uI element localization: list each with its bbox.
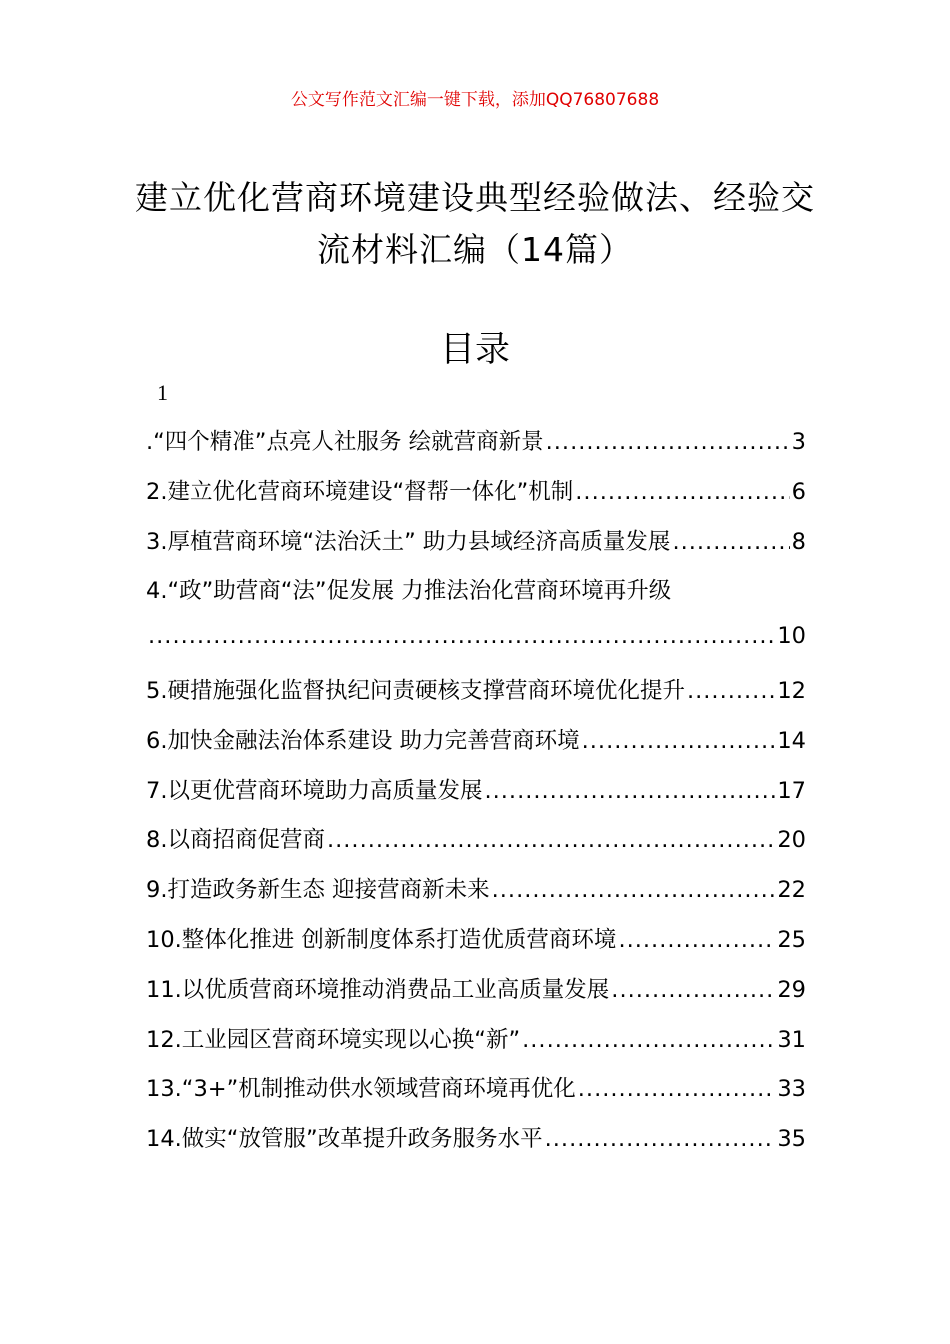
- toc-leader-dots: [611, 977, 775, 1003]
- toc-entry-4-continuation[interactable]: [146, 623, 806, 673]
- toc-entry-2[interactable]: [146, 474, 806, 524]
- toc-leader-dots: [582, 728, 776, 754]
- toc-entry-page: 31: [777, 1026, 806, 1053]
- toc-entry-title: 6.加快金融法治体系建设 助力完善营商环境: [146, 727, 580, 754]
- toc-entry-title: 7.以更优营商环境助力高质量发展: [146, 777, 483, 804]
- toc-entry-page: 6: [791, 478, 806, 505]
- toc-leader-dots: [575, 479, 789, 505]
- toc-entry-page: 8: [791, 528, 806, 555]
- toc-entry-10[interactable]: [146, 922, 806, 972]
- toc-leader-dots: [148, 623, 775, 649]
- toc-entry-4[interactable]: [146, 573, 806, 623]
- toc-leader-dots: [484, 778, 775, 804]
- toc-entry-title: .“四个精准”点亮人社服务 绘就营商新景: [146, 429, 544, 455]
- toc-entry-title: 9.打造政务新生态 迎接营商新未来: [146, 877, 490, 904]
- toc-entry-7[interactable]: [146, 773, 806, 823]
- toc-leader-dots: [672, 529, 789, 555]
- toc-entry-page: 20: [777, 827, 806, 854]
- toc-entry-title: 5.硬措施强化监督执纪问责硬核支撑营商环境优化提升: [146, 677, 685, 704]
- toc-entry-title: 12.工业园区营商环境实现以心换“新”: [146, 1026, 521, 1053]
- toc-leader-dots: [492, 877, 776, 903]
- toc-entry-title: 11.以优质营商环境推动消费品工业高质量发展: [146, 976, 610, 1003]
- toc-leader-dots: [327, 827, 775, 853]
- toc-entry-page: 25: [777, 926, 806, 953]
- toc-entry-11[interactable]: [146, 972, 806, 1022]
- toc-entry-6[interactable]: [146, 723, 806, 773]
- toc-entry-8[interactable]: [146, 822, 806, 872]
- toc-leader-dots: [522, 1027, 775, 1053]
- toc-entry-page: 22: [777, 877, 806, 904]
- toc-leader-dots: [546, 429, 790, 455]
- toc-entry-1[interactable]: [146, 424, 806, 474]
- toc-entry-page: 33: [777, 1076, 806, 1103]
- toc-heading: 目录: [439, 330, 510, 370]
- toc-leader-dots: [578, 1076, 776, 1102]
- toc-entry-title: 4.“政”助营商“法”促发展 力推法治化营商环境再升级: [146, 578, 672, 605]
- toc-entry-page: 3: [791, 429, 806, 455]
- toc-entry-page: 29: [777, 976, 806, 1003]
- toc-entry-13[interactable]: [146, 1071, 806, 1121]
- toc-leader-dots: [687, 678, 775, 704]
- toc-entry-page: 10: [777, 623, 806, 650]
- document-title: 建立优化营商环境建设典型经验做法、经验交流材料汇编（14篇）: [135, 178, 815, 269]
- toc-entry-title: 8.以商招商促营商: [146, 827, 325, 854]
- toc-entry-title: 2.建立优化营商环境建设“督帮一体化”机制: [146, 478, 574, 505]
- download-notice: 公文写作范文汇编一键下载，添加QQ76807688: [290, 90, 660, 110]
- toc-entry-page: 17: [777, 777, 806, 804]
- toc-entry-12[interactable]: [146, 1022, 806, 1072]
- toc-entry-title: 3.厚植营商环境“法治沃土” 助力县域经济高质量发展: [146, 528, 671, 555]
- toc-entry-title: 13.“3+”机制推动供水领域营商环境再优化: [146, 1076, 576, 1103]
- toc-entry-page: 35: [777, 1126, 806, 1153]
- toc-entry-14[interactable]: [146, 1121, 806, 1171]
- toc-entry-3[interactable]: [146, 524, 806, 574]
- toc-entry-9[interactable]: [146, 872, 806, 922]
- table-of-contents: [146, 424, 806, 1171]
- toc-entry-5[interactable]: [146, 673, 806, 723]
- toc-leader-dots: [545, 1126, 776, 1152]
- toc-entry-page: 12: [777, 677, 806, 704]
- toc-entry-page: 14: [777, 727, 806, 754]
- toc-entry-title: 14.做实“放管服”改革提升政务服务水平: [146, 1126, 543, 1153]
- toc-leader-dots: [618, 927, 775, 953]
- toc-entry-title: 10.整体化推进 创新制度体系打造优质营商环境: [146, 926, 617, 953]
- stray-page-number: 1: [157, 380, 168, 405]
